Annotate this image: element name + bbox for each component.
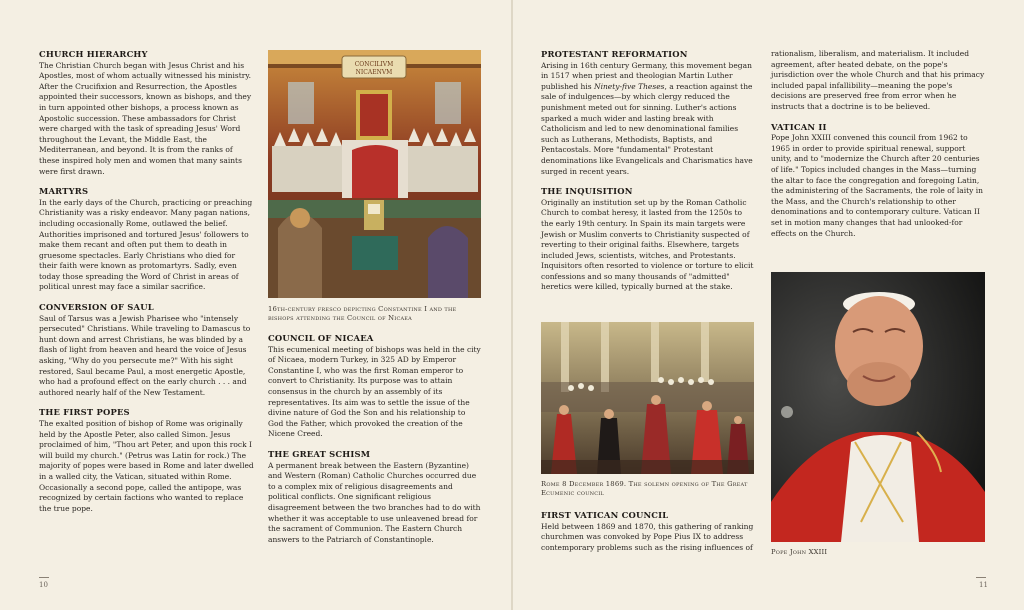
section-heading: CHURCH HIERARCHY bbox=[39, 49, 148, 59]
right-column-1 bbox=[541, 49, 756, 302]
section-body: A permanent break between the Eastern (Byzantine) and Western (Roman) Catholic Churches occurred due to a complex mix of religious disagreements and political conflicts. One significant religious disagreement between the two branches had to do with whether it was acceptable to use unleavened bread for the sacrament of Communion. The Eastern Church answers to the Patriarch of Constantinople. bbox=[268, 460, 481, 544]
nicaea-fresco-image bbox=[268, 50, 481, 298]
section-heading: CONVERSION OF SAUL bbox=[39, 302, 154, 313]
section-body: Held between 1869 and 1870, this gathering of ranking churchmen was convoked by Pope Pius IX to address contemporary problems such as the rising influences of bbox=[541, 521, 754, 552]
section-body: Originally an institution set up by the Roman Catholic Church to combat heresy, it lasted from the 1250s to the early 19th century. In Spain its main targets were Jewish or Muslim converts to Christianity suspected of reverting to their original faiths. Elsewhere, targets included Jews, scientists, witches, and Protestants. Inquisitors often resorted to violence or torture to elicit confessions and so many thousands of "admitted" heretics were killed, typically burned at the stake. bbox=[541, 197, 754, 292]
fresco-banner-line-1 bbox=[355, 61, 394, 76]
caption-text: 16th-century fresco depicting Constantine I and the bishops attending the Council of Nicaea bbox=[268, 305, 457, 323]
section-body: Pope John XXIII convened this council from 1962 to 1965 in order to provide spiritual renewal, support unity, and to "modernize the Church after 20 centuries of life." Topics included changes in the Mass—turning the altar to face the congregation and foregoing Latin, the administering of the Sacraments, the role of laity in the Mass, and the Church's relationship to other denominations and to contemporary culture. Vatican II set in motion many changes that had unlooked-for effects on the Church. bbox=[771, 133, 983, 238]
section-martyrs bbox=[39, 186, 255, 293]
section-heading: COUNCIL OF NICAEA bbox=[268, 333, 374, 343]
left-folio-rule bbox=[39, 577, 49, 578]
section-body: This ecumenical meeting of bishops was held in the city of Nicaea, modern Turkey, in 325 AD by Emperor Constantine I, who was the first Roman emperor to convert to Christianity. Its purpose was to attain consensus in the church by an assembly of its representatives. Its aim was to settle the issue of the divine nature of God the Son and his relationship to God the Father, which provoked the creation of the Nicene Creed. bbox=[268, 344, 481, 439]
right-column-2 bbox=[771, 49, 986, 248]
section-heading: THE INQUISITION bbox=[541, 186, 633, 197]
page-gutter bbox=[511, 0, 513, 610]
body-part-1: Arising in 16th century Germany, this movement began in 1517 when priest and theologian Martin Luther published his bbox=[541, 60, 752, 91]
left-column-2 bbox=[268, 333, 483, 554]
body-title-italic: Ninety-five Theses bbox=[594, 81, 665, 91]
section-conversion-of-saul bbox=[39, 302, 255, 398]
section-heading: FIRST VATICAN COUNCIL bbox=[541, 510, 669, 520]
right-page-number: 11 bbox=[979, 581, 988, 589]
section-first-popes bbox=[39, 407, 255, 514]
section-heading: MARTYRS bbox=[39, 186, 89, 197]
fresco-caption bbox=[268, 305, 483, 324]
left-column-1 bbox=[39, 49, 255, 523]
section-first-vatican-council bbox=[541, 510, 756, 553]
section-church-hierarchy bbox=[39, 49, 255, 177]
section-great-schism bbox=[268, 449, 483, 545]
fresco-banner-word: CONCILIVM bbox=[354, 61, 394, 68]
section-heading: PROTESTANT REFORMATION bbox=[541, 49, 688, 59]
right-folio-rule bbox=[976, 577, 986, 578]
vatican-painting-caption bbox=[541, 480, 756, 499]
section-inquisition bbox=[541, 186, 756, 293]
section-body: In the early days of the Church, practicing or preaching Christianity was a risky endeavor. Many pagan nations, including occasionally Rome, outlawed the belief. Authorities imprisoned and tortured Jesus' followers to make them recant and often put them to death in gruesome spectacles. Early Christians who died for their faith were known as protomartyrs. Sadly, even today those spreading the Word of Christ in areas of political unrest may face a similar sacrifice. bbox=[39, 197, 253, 292]
left-page-number: 10 bbox=[39, 581, 48, 589]
body-part-2: , a reaction against the sale of indulgences—by which clergy reduced the punishment meted out for sinning. Luther's actions sparked a much wider and lasting break with Catholicism and led to new denominational families such as Lutherans, Methodists, Baptists, and Pentacostals. More "fundamental" Protestant denominations like Evangelicals and Charismatics have surged in recent years. bbox=[541, 81, 753, 176]
pope-caption bbox=[771, 548, 986, 557]
section-heading: VATICAN II bbox=[771, 121, 827, 132]
section-protestant-reformation bbox=[541, 49, 756, 177]
section-council-of-nicaea bbox=[268, 333, 483, 440]
section-body: The exalted position of bishop of Rome was originally held by the Apostle Peter, also called Simon. Jesus proclaimed of him, "Thou art Peter, and upon this rock I will build my church." (Petrus was Latin for rock.) The majority of popes were based in Rome and later dwelled in a walled city, the Vatican, situated within Rome. Occasionally a second pope, called the antipope, was recognized by certain factions who wanted to replace the true pope. bbox=[39, 419, 254, 513]
section-body: The Christian Church began with Jesus Christ and his Apostles, most of whom actually witnessed his ministry. After the Crucifixion and Resurrection, the Apostles appointed their successors, known as bishops, and they in turn appointed other bishops, a process known as Apostolic succession. These ambassadors for Christ were charged with the task of spreading Jesus' Word throughout the Levant, the Middle East, the Mediterranean, and beyond. It is from the ranks of these inspired holy men and women that many saints were first drawn. bbox=[39, 60, 252, 176]
section-body bbox=[541, 61, 756, 178]
section-body: rationalism, liberalism, and materialism. It included agreement, after heated debate, on the pope's jurisdiction over the whole Church and that his primacy included papal infallibility—meaning the pope's decisions are preserved free from error when he instructs that a doctrine is to be believed. bbox=[771, 49, 985, 111]
vatican-council-painting bbox=[541, 322, 754, 474]
section-vatican-one-continued bbox=[771, 49, 986, 113]
fresco-banner-word: NICAENVM bbox=[355, 69, 393, 76]
caption-text: Pope John XXIII bbox=[771, 548, 828, 556]
section-heading: THE GREAT SCHISM bbox=[268, 448, 371, 459]
caption-text: Rome 8 December 1869. The solemn opening of The Great Ecumenic council bbox=[541, 480, 748, 498]
right-column-1-bottom bbox=[541, 510, 756, 562]
section-heading: THE FIRST POPES bbox=[39, 407, 130, 418]
section-vatican-ii bbox=[771, 122, 986, 240]
section-body: Saul of Tarsus was a Jewish Pharisee who "intensely persecuted" Christians. While traveling to Damascus to hunt down and arrest Christians, he was blinded by a flash of light from heaven and heard the voice of Jesus asking, "Why do you persecute me?" With his sight restored, Saul became Paul, a most energetic Apostle, who had a profound effect on the early church . . . and authored nearly half of the New Testament. bbox=[39, 313, 251, 397]
pope-john-xxiii-photo bbox=[771, 272, 985, 542]
